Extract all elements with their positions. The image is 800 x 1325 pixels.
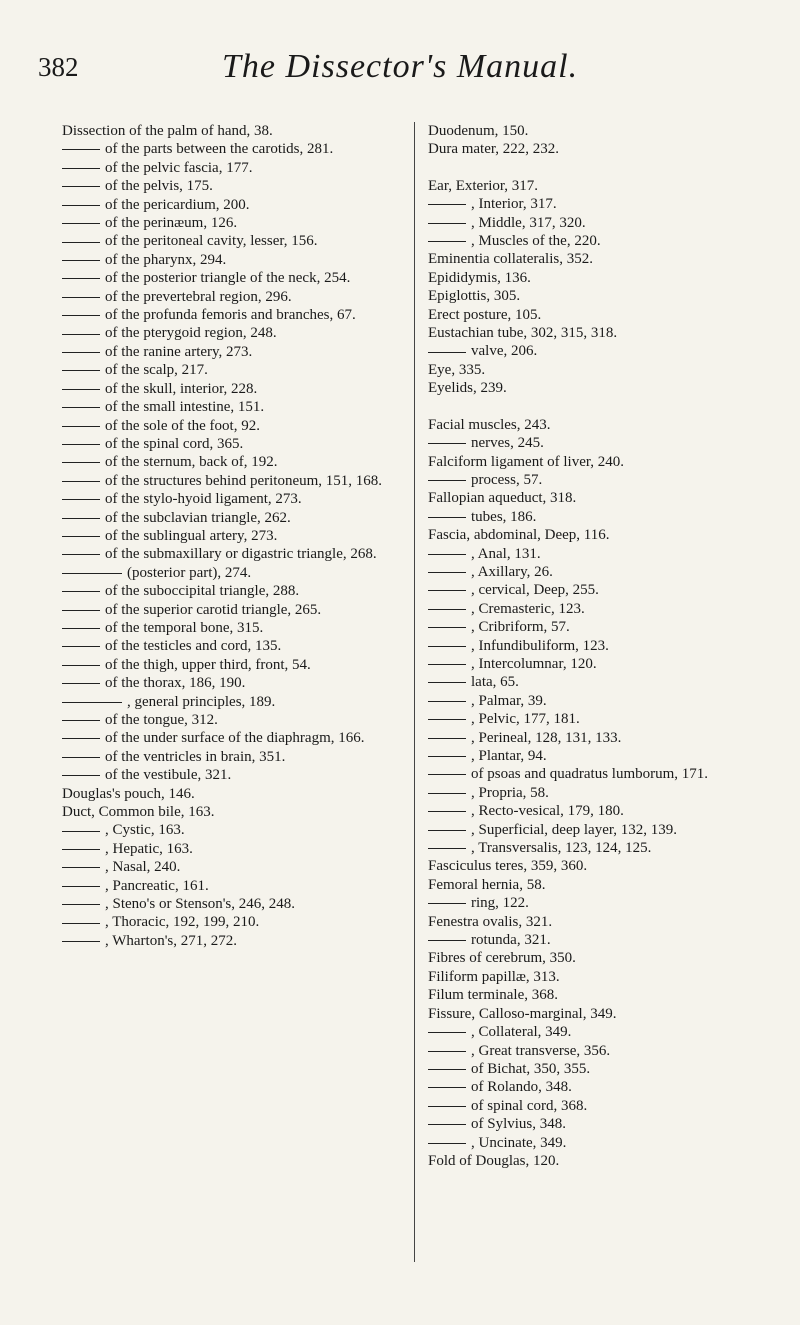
index-entry: Duct, Common bile, 163. xyxy=(62,804,215,821)
index-entry: process, 57. xyxy=(428,471,768,489)
index-entry: of the temporal bone, 315. xyxy=(62,619,402,637)
index-column-left xyxy=(62,122,402,950)
index-entry: Fold of Douglas, 120. xyxy=(428,1152,560,1169)
index-entry: of the sublingual artery, 273. xyxy=(62,527,402,545)
index-entry: , Collateral, 349. xyxy=(428,1023,768,1041)
index-entry: Fibres of cerebrum, 350. xyxy=(428,950,576,967)
index-entry: , Cremasteric, 123. xyxy=(428,600,768,618)
index-entry: Filiform papillæ, 313. xyxy=(428,968,560,985)
index-entry: of the parts between the carotids, 281. xyxy=(62,140,402,158)
index-entry: of the tongue, 312. xyxy=(62,711,402,729)
index-entry: Eye, 335. xyxy=(428,361,486,378)
index-entry: Eustachian tube, 302, 315, 318. xyxy=(428,325,618,342)
index-entry: , cervical, Deep, 255. xyxy=(428,581,768,599)
index-entry: of the ranine artery, 273. xyxy=(62,343,402,361)
index-entry: Dura mater, 222, 232. xyxy=(428,141,560,158)
index-entry: Fascia, abdominal, Deep, 116. xyxy=(428,527,610,544)
index-entry: Epiglottis, 305. xyxy=(428,288,521,305)
page-number: 382 xyxy=(38,52,79,82)
index-entry: Eminentia collateralis, 352. xyxy=(428,251,593,268)
index-entry: Douglas's pouch, 146. xyxy=(62,785,195,802)
index-entry: of the scalp, 217. xyxy=(62,361,402,379)
index-entry: of the under surface of the diaphragm, 166. xyxy=(62,729,402,747)
index-entry: , Middle, 317, 320. xyxy=(428,214,768,232)
index-entry: , Nasal, 240. xyxy=(62,858,402,876)
index-entry: , Cystic, 163. xyxy=(62,821,402,839)
index-entry: Fallopian aqueduct, 318. xyxy=(428,490,577,507)
index-entry: , Cribriform, 57. xyxy=(428,618,768,636)
index-entry: lata, 65. xyxy=(428,673,768,691)
index-entry: valve, 206. xyxy=(428,342,768,360)
index-entry: Erect posture, 105. xyxy=(428,306,542,323)
index-entry: of Bichat, 350, 355. xyxy=(428,1060,768,1078)
index-entry: of the thorax, 186, 190. xyxy=(62,674,402,692)
index-entry: Eyelids, 239. xyxy=(428,380,507,397)
index-entry: , Palmar, 39. xyxy=(428,692,768,710)
index-entry: of the small intestine, 151. xyxy=(62,398,402,416)
index-entry: Fasciculus teres, 359, 360. xyxy=(428,858,588,875)
index-entry: , Transversalis, 123, 124, 125. xyxy=(428,839,768,857)
section-gap xyxy=(428,159,768,177)
index-entry: Fenestra ovalis, 321. xyxy=(428,913,553,930)
index-column-right xyxy=(428,122,768,1170)
index-entry: , Wharton's, 271, 272. xyxy=(62,932,402,950)
index-entry: of the submaxillary or digastric triangle, 268. xyxy=(62,545,402,563)
index-entry: of the superior carotid triangle, 265. xyxy=(62,601,402,619)
index-entry: of the peritoneal cavity, lesser, 156. xyxy=(62,232,402,250)
index-entry: of the pterygoid region, 248. xyxy=(62,324,402,342)
index-entry: of the perinæum, 126. xyxy=(62,214,402,232)
index-entry: of psoas and quadratus lumborum, 171. xyxy=(428,765,768,783)
index-entry: Epididymis, 136. xyxy=(428,269,531,286)
index-entry: of the stylo-hyoid ligament, 273. xyxy=(62,490,402,508)
index-entry: of the sternum, back of, 192. xyxy=(62,453,402,471)
index-entry: , Infundibuliform, 123. xyxy=(428,637,768,655)
index-entry: of the pelvis, 175. xyxy=(62,177,402,195)
index-entry: , Perineal, 128, 131, 133. xyxy=(428,729,768,747)
index-entry: of Sylvius, 348. xyxy=(428,1115,768,1133)
index-entry: , Interior, 317. xyxy=(428,195,768,213)
index-entry: , Plantar, 94. xyxy=(428,747,768,765)
index-entry: Femoral hernia, 58. xyxy=(428,876,546,893)
index-entry: Fissure, Calloso-marginal, 349. xyxy=(428,1005,617,1022)
index-entry: of the testicles and cord, 135. xyxy=(62,637,402,655)
index-entry: of the posterior triangle of the neck, 254. xyxy=(62,269,402,287)
index-entry: of the skull, interior, 228. xyxy=(62,380,402,398)
index-entry: , Pelvic, 177, 181. xyxy=(428,710,768,728)
section-gap xyxy=(428,398,768,416)
index-entry: Facial muscles, 243. xyxy=(428,416,551,433)
index-entry: of the pharynx, 294. xyxy=(62,251,402,269)
column-divider xyxy=(414,122,415,1262)
index-entry: , Axillary, 26. xyxy=(428,563,768,581)
index-entry: , Propria, 58. xyxy=(428,784,768,802)
index-entry: , Great transverse, 356. xyxy=(428,1042,768,1060)
index-entry: of the pericardium, 200. xyxy=(62,196,402,214)
index-entry: Falciform ligament of liver, 240. xyxy=(428,453,625,470)
index-entry: , Recto-vesical, 179, 180. xyxy=(428,802,768,820)
index-entry: of the vestibule, 321. xyxy=(62,766,402,784)
index-entry: , Thoracic, 192, 199, 210. xyxy=(62,913,402,931)
index-entry: of the ventricles in brain, 351. xyxy=(62,748,402,766)
index-entry: , Anal, 131. xyxy=(428,545,768,563)
index-entry: , Uncinate, 349. xyxy=(428,1134,768,1152)
index-entry: , Steno's or Stenson's, 246, 248. xyxy=(62,895,402,913)
index-entry: of the profunda femoris and branches, 67. xyxy=(62,306,402,324)
index-entry: tubes, 186. xyxy=(428,508,768,526)
index-entry: , general principles, 189. xyxy=(62,693,402,711)
index-entry: of the pelvic fascia, 177. xyxy=(62,159,402,177)
index-entry: ring, 122. xyxy=(428,894,768,912)
index-entry: of Rolando, 348. xyxy=(428,1078,768,1096)
index-entry: of the prevertebral region, 296. xyxy=(62,288,402,306)
running-head: The Dissector's Manual. xyxy=(222,48,579,85)
index-entry: of the spinal cord, 365. xyxy=(62,435,402,453)
index-entry: , Intercolumnar, 120. xyxy=(428,655,768,673)
index-entry: , Pancreatic, 161. xyxy=(62,877,402,895)
index-entry: of the structures behind peritoneum, 151, 168. xyxy=(62,472,402,490)
index-entry: rotunda, 321. xyxy=(428,931,768,949)
index-entry: of the subclavian triangle, 262. xyxy=(62,509,402,527)
index-entry: Duodenum, 150. xyxy=(428,123,529,139)
index-entry: , Muscles of the, 220. xyxy=(428,232,768,250)
index-entry: (posterior part), 274. xyxy=(62,564,402,582)
index-entry: nerves, 245. xyxy=(428,434,768,452)
index-entry: , Superficial, deep layer, 132, 139. xyxy=(428,821,768,839)
index-entry: Dissection of the palm of hand, 38. xyxy=(62,123,273,139)
index-entry: , Hepatic, 163. xyxy=(62,840,402,858)
index-entry: of spinal cord, 368. xyxy=(428,1097,768,1115)
index-entry: of the sole of the foot, 92. xyxy=(62,417,402,435)
index-entry: Filum terminale, 368. xyxy=(428,987,558,1004)
index-entry: of the suboccipital triangle, 288. xyxy=(62,582,402,600)
index-entry: Ear, Exterior, 317. xyxy=(428,177,539,194)
index-entry: of the thigh, upper third, front, 54. xyxy=(62,656,402,674)
